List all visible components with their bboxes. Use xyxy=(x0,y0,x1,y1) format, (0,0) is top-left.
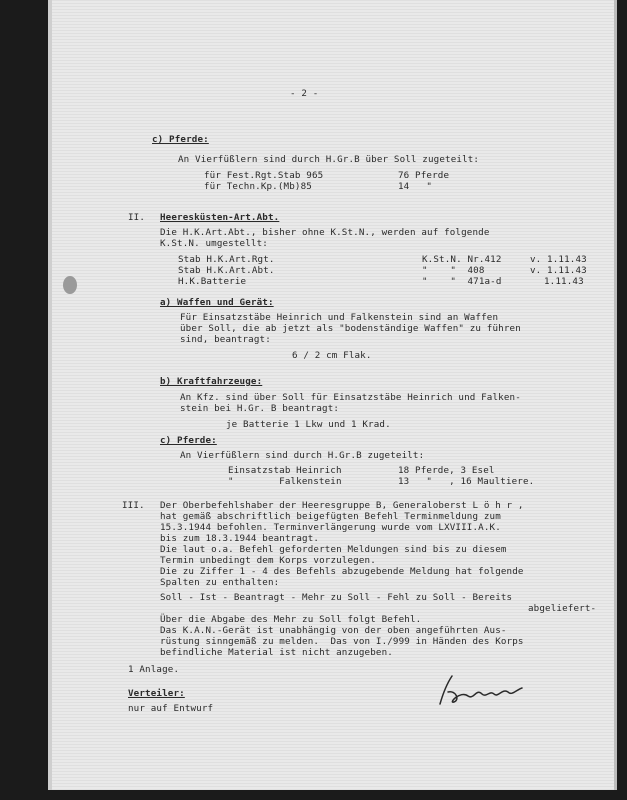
section-c1-label: c) Pferde: xyxy=(152,134,209,145)
ksn-row-unit: H.K.Batterie xyxy=(178,276,247,287)
ksn-row-unit: Stab H.K.Art.Rgt. xyxy=(178,254,275,265)
section-III-line: Spalten zu enthalten: xyxy=(160,577,280,588)
punch-hole xyxy=(63,276,77,294)
handwritten-signature xyxy=(430,672,530,712)
section-c2-row-value: 18 Pferde, 3 Esel xyxy=(398,465,495,476)
ksn-row-date: 1.11.43 xyxy=(544,276,584,287)
section-b-text: An Kfz. sind über Soll für Einsatzstäbe Heinrich und Falken- xyxy=(180,392,521,403)
section-III-line: hat gemäß abschriftlich beigefügten Befehl Terminmeldung zum xyxy=(160,511,501,522)
section-b-item: je Batterie 1 Lkw und 1 Krad. xyxy=(226,419,391,430)
section-II-intro: Die H.K.Art.Abt., bisher ohne K.St.N., werden auf folgende xyxy=(160,227,490,238)
section-III-line: rüstung sinngemäß zu melden. Das von I./999 in Händen des Korps xyxy=(160,636,524,647)
section-c2-intro: An Vierfüßlern sind durch H.Gr.B zugeteilt: xyxy=(180,450,425,461)
ksn-row-date: v. 1.11.43 xyxy=(530,265,587,276)
report-columns-cont: abgeliefert- xyxy=(528,603,597,614)
section-III-line: befindliche Material ist nicht anzugeben. xyxy=(160,647,393,658)
section-a-text: Für Einsatzstäbe Heinrich und Falkenstein sind an Waffen xyxy=(180,312,499,323)
section-III-line: Die laut o.a. Befehl geforderten Meldungen sind bis zu diesem xyxy=(160,544,507,555)
section-c2-row-unit: Einsatzstab Heinrich xyxy=(228,465,342,476)
section-c2-row-unit: " Falkenstein xyxy=(228,476,342,487)
section-a-item: 6 / 2 cm Flak. xyxy=(292,350,372,361)
page-number: - 2 - xyxy=(290,88,319,99)
section-a-label: a) Waffen und Gerät: xyxy=(160,297,274,308)
section-III-numeral: III. xyxy=(122,500,145,511)
report-columns: Soll - Ist - Beantragt - Mehr zu Soll - Fehl zu Soll - Bereits xyxy=(160,592,513,603)
section-III-line: 15.3.1944 befohlen. Terminverlängerung wurde vom LXVIII.A.K. xyxy=(160,522,501,533)
ksn-row-date: v. 1.11.43 xyxy=(530,254,587,265)
section-II-intro: K.St.N. umgestellt: xyxy=(160,238,268,249)
ksn-row-number: " " 471a-d xyxy=(422,276,502,287)
section-II-numeral: II. xyxy=(128,212,146,223)
section-b-text: stein bei H.Gr. B beantragt: xyxy=(180,403,340,414)
ksn-row-unit: Stab H.K.Art.Abt. xyxy=(178,265,275,276)
section-c2-row-value: 13 " , 16 Maultiere. xyxy=(398,476,535,487)
section-c1-row-value: 14 " xyxy=(398,181,433,192)
distribution-label: Verteiler: xyxy=(128,688,185,699)
section-II-heading: Heeresküsten-Art.Abt. xyxy=(160,212,280,223)
ksn-row-number: " " 408 xyxy=(422,265,485,276)
section-III-line: bis zum 18.3.1944 beantragt. xyxy=(160,533,320,544)
section-c1-intro: An Vierfüßlern sind durch H.Gr.B über Soll zugeteilt: xyxy=(178,154,480,165)
section-c1-row-value: 76 Pferde xyxy=(398,170,450,181)
section-c1-row-unit: für Techn.Kp.(Mb)85 xyxy=(204,181,312,192)
section-a-text: sind, beantragt: xyxy=(180,334,271,345)
section-c1-row-unit: für Fest.Rgt.Stab 965 xyxy=(204,170,324,181)
section-c2-label: c) Pferde: xyxy=(160,435,217,446)
section-III-line: Das K.A.N.-Gerät ist unabhängig von der oben angeführten Aus- xyxy=(160,625,507,636)
section-a-text: über Soll, die ab jetzt als "bodenständige Waffen" zu führen xyxy=(180,323,521,334)
section-III-line: Die zu Ziffer 1 - 4 des Befehls abzugebende Meldung hat folgende xyxy=(160,566,524,577)
section-III-line: Der Oberbefehlshaber der Heeresgruppe B, Generaloberst L ö h r , xyxy=(160,500,524,511)
enclosure-note: 1 Anlage. xyxy=(128,664,180,675)
page-edge xyxy=(48,0,52,790)
section-III-line: Über die Abgabe des Mehr zu Soll folgt Befehl. xyxy=(160,614,422,625)
distribution-text: nur auf Entwurf xyxy=(128,703,214,714)
ksn-row-number: K.St.N. Nr.412 xyxy=(422,254,502,265)
section-III-line: Termin unbedingt dem Korps vorzulegen. xyxy=(160,555,376,566)
section-b-label: b) Kraftfahrzeuge: xyxy=(160,376,263,387)
